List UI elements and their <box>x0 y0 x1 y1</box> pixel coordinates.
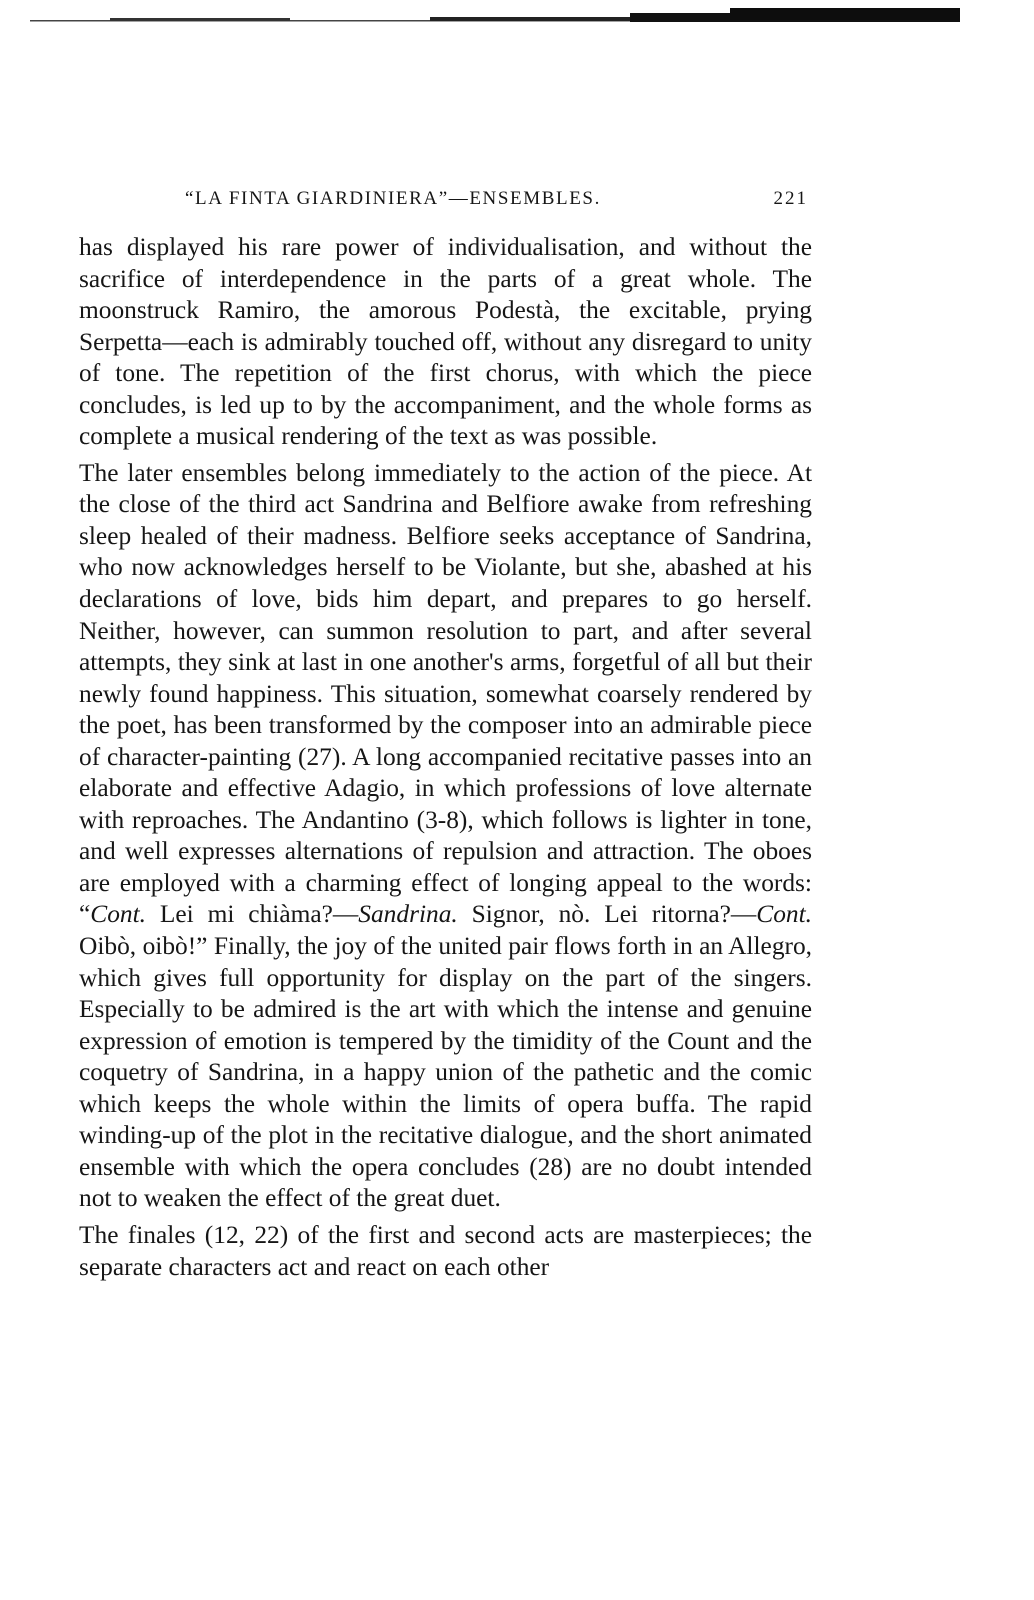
page-number: 221 <box>773 188 808 209</box>
quote-line-1: Lei mi chiàma?— <box>146 900 359 929</box>
paragraph-2-text: The later ensembles belong immediately to the action of the piece. At the close of the third act Sandrina and Belfiore awake from refreshing sleep healed of their madness. Belfiore seeks acceptance of Sandrina, who now acknowledges herself to be Violante, but she, abashed at his declarations of love, bids him depart, and prepares to go herself. Neither, however, can summon resolution to part, and after several attempts, they sink at last in one another's arms, forgetful of all but their newly found happiness. This situation, somewhat coarsely rendered by the poet, has been transformed by the composer into an admirable piece of character-painting (27). A long accompanied recitative passes into an elaborate and effective Adagio, in which professions of love alternate with reproaches. The Andantino (3-8), which follows is lighter in tone, and well expresses alternations of repulsion and attraction. The oboes are employed with a charming effect of longing appeal to the words: <box>79 458 812 897</box>
quote-line-2: Signor, nò. Lei ritorna?— <box>457 900 757 929</box>
running-title: “LA FINTA GIARDINIERA”—ENSEMBLES. <box>185 188 601 209</box>
paragraph-2 <box>79 458 812 1215</box>
running-head <box>79 180 812 216</box>
quote-line-3: Oibò, oibò!” <box>79 932 208 961</box>
speaker-sandrina: Sandrina. <box>358 900 458 929</box>
speaker-count-1: Cont. <box>90 900 147 929</box>
paragraph-3: The finales (12, 22) of the first and second acts are masterpieces; the separate characters act and react on each other <box>79 1220 812 1281</box>
book-page <box>79 180 812 1283</box>
paragraph-1: has displayed his rare power of individualisation, and without the sacrifice of interdependence in the parts of a great whole. The moonstruck Ramiro, the amorous Podestà, the excitable, prying Serpetta—each is admirably touched off, without any disregard to unity of tone. The repetition of the first chorus, with which the piece concludes, is led up to by the accompaniment, and the whole forms as complete a musical rendering of the text as was possible. <box>79 233 812 451</box>
speaker-count-2: Cont. <box>756 900 812 929</box>
paragraph-2-rest: Finally, the joy of the united pair flows forth in an Allegro, which gives full opportunity for display on the part of the singers. Especially to be admired is the art with which the intense and genuine expression of emotion is tempered by the timidity of the Count and the coquetry of Sandrina, in a happy union of the pathetic and the comic which keeps the whole within the limits of opera buffa. The rapid winding-up of the plot in the recitative dialogue, and the short animated ensemble with which the opera concludes (28) are no doubt intended not to weaken the effect of the great duet. <box>79 932 813 1213</box>
quote-open: “ <box>79 900 91 929</box>
top-edge-rule <box>30 6 960 26</box>
